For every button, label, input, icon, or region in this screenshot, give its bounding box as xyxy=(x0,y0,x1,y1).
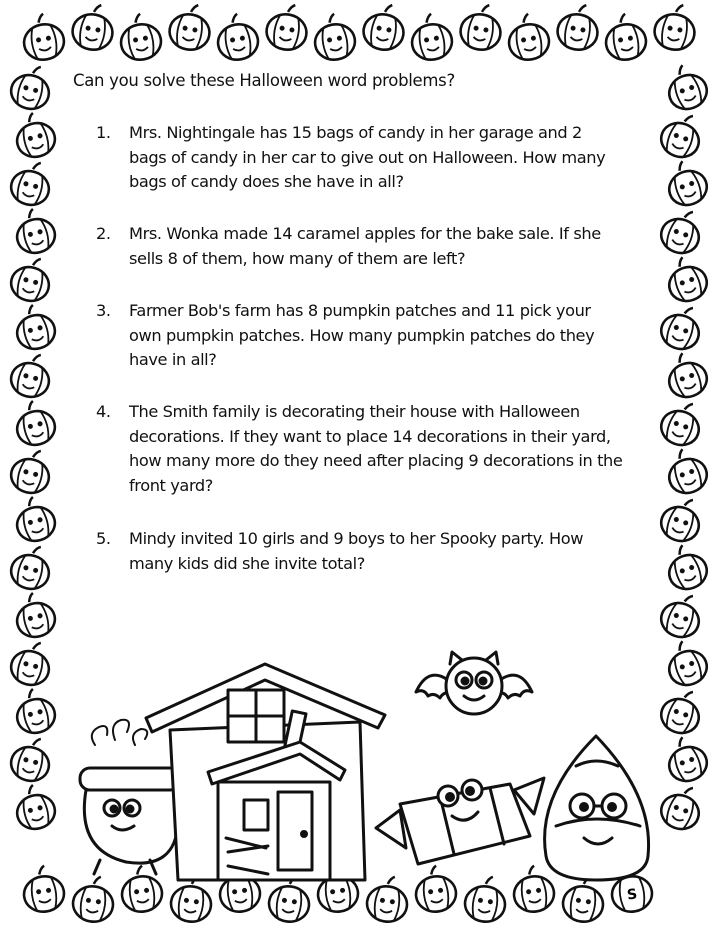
problem-number: 2. xyxy=(96,224,111,243)
problem-number: 1. xyxy=(96,123,111,142)
problem-text-line: many kids did she invite total? xyxy=(129,553,365,573)
problem-text-line: Mrs. Nightingale has 15 bags of candy in her garage and 2 xyxy=(129,123,582,142)
problem-text-line: decorations. If they want to place 14 decorations in their yard, xyxy=(129,426,611,446)
problem-number: 5. xyxy=(96,529,111,548)
logo-letter: S xyxy=(626,886,639,904)
worksheet-title: Can you solve these Halloween word problems? xyxy=(73,71,455,90)
problem-text-line: Mindy invited 10 girls and 9 boys to her Spooky party. How xyxy=(129,529,584,548)
problem-text-line: Farmer Bob's farm has 8 pumpkin patches and 11 pick your xyxy=(129,301,591,320)
problem-text-line: bags of candy in her car to give out on Halloween. How many xyxy=(129,147,606,167)
problem-text-line: The Smith family is decorating their house with Halloween xyxy=(129,402,580,421)
problem-text-line: how many more do they need after placing 9 decorations in the xyxy=(129,451,623,470)
haunted-house-illustration xyxy=(146,664,385,880)
problem-text-line: have in all? xyxy=(129,350,217,369)
bat-illustration xyxy=(416,652,532,714)
candy-corn-illustration xyxy=(545,736,649,880)
problem-text-line: own pumpkin patches. How many pumpkin patches do they xyxy=(129,325,595,345)
wrapped-candy-illustration xyxy=(376,778,544,864)
problem-number: 3. xyxy=(96,301,111,320)
problem-text-line: bags of candy does she have in all? xyxy=(129,172,404,191)
problem-number: 4. xyxy=(96,402,111,421)
problem-text-line: sells 8 of them, how many of them are left? xyxy=(129,248,466,268)
problem-text-line: front yard? xyxy=(129,475,213,495)
problem-text-line: Mrs. Wonka made 14 caramel apples for the bake sale. If she xyxy=(129,224,601,243)
cauldron-illustration xyxy=(80,720,180,874)
